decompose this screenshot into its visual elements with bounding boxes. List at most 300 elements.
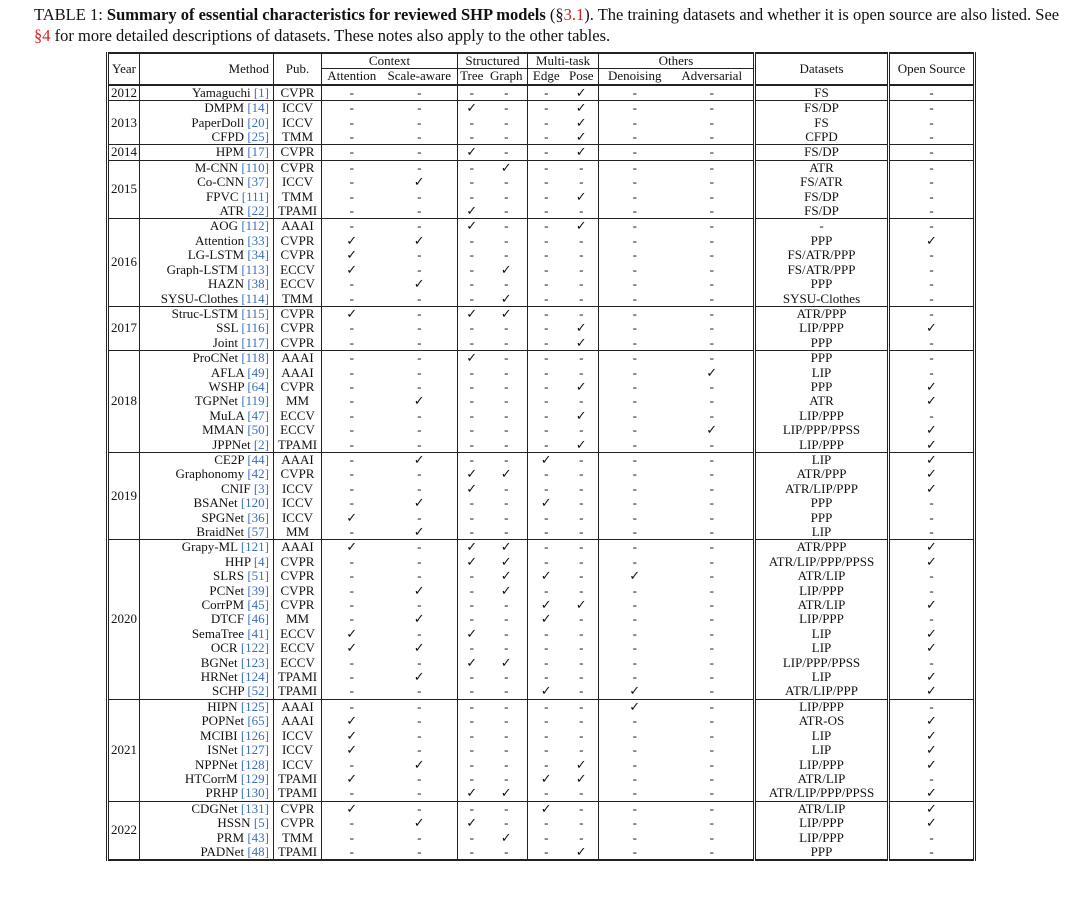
citation-link[interactable]: [41] (247, 625, 269, 641)
scale-aware-cell: - (382, 321, 458, 335)
pose-cell: - (565, 699, 599, 714)
method-cell (140, 482, 274, 496)
datasets-cell: FS (755, 85, 889, 101)
tree-cell: ✓ (466, 203, 478, 219)
datasets-cell: LIP (755, 641, 889, 655)
caption-title: Summary of essential characteristics for reviewed SHP models (106, 5, 546, 24)
table-row (108, 743, 975, 757)
citation-link[interactable]: [50] (247, 422, 269, 438)
method-cell (140, 306, 274, 321)
citation-link[interactable]: [42] (247, 466, 269, 482)
citation-link[interactable]: [116] (241, 320, 269, 336)
pose-cell: - (565, 569, 599, 583)
citation-link[interactable]: [5] (253, 815, 269, 831)
citation-link[interactable]: [64] (247, 378, 269, 394)
table-row (108, 772, 975, 786)
method-name: Graph-LSTM (166, 261, 239, 277)
method-name: SYSU-Clothes (160, 290, 239, 306)
tree-cell: - (469, 276, 474, 292)
attention-cell: - (349, 669, 354, 685)
table-row (108, 394, 975, 408)
citation-link[interactable]: [118] (241, 350, 269, 366)
citation-link[interactable]: [36] (247, 509, 269, 525)
attention-cell: ✓ (346, 261, 358, 277)
denoising-cell: - (599, 160, 671, 175)
header-open-source: Open Source (889, 53, 975, 85)
table-row (108, 684, 975, 699)
open-source-cell: ✓ (889, 482, 975, 496)
citation-link[interactable]: [130] (240, 785, 269, 801)
pub-cell: TPAMI (274, 670, 322, 684)
method-name: WSHP (208, 378, 245, 394)
pose-cell: - (565, 743, 599, 757)
table-row (108, 336, 975, 351)
citation-link[interactable]: [120] (240, 495, 269, 511)
adversarial-cell: - (671, 351, 755, 366)
graph-cell: - (486, 511, 528, 525)
datasets-cell: ATR (755, 160, 889, 175)
datasets-cell: LIP (755, 729, 889, 743)
graph-cell: - (486, 801, 528, 816)
pose-cell: ✓ (565, 380, 599, 394)
method-cell (140, 321, 274, 335)
table-row (108, 130, 975, 145)
tree-cell: - (469, 84, 474, 100)
scale-aware-cell: - (382, 555, 458, 569)
table-row (108, 786, 975, 801)
citation-link[interactable]: [33] (247, 232, 269, 248)
pose-cell: - (565, 452, 599, 467)
table-row (108, 569, 975, 583)
attention-cell: - (349, 290, 354, 306)
pose-cell: - (565, 714, 599, 728)
open-source-cell: - (889, 116, 975, 130)
citation-link[interactable]: [110] (241, 159, 269, 175)
tree-cell: - (469, 422, 474, 438)
scale-aware-cell: ✓ (382, 234, 458, 248)
method-name: Co-CNN (197, 174, 245, 190)
edge-cell: - (544, 553, 549, 569)
attention-cell: - (349, 334, 354, 350)
pose-cell: ✓ (565, 219, 599, 234)
pose-cell: - (565, 366, 599, 380)
datasets-cell: FS/DP (755, 101, 889, 116)
pose-cell: ✓ (565, 336, 599, 351)
method-name: HTCorrM (184, 770, 238, 786)
pose-cell: - (565, 234, 599, 248)
citation-link[interactable]: [117] (241, 334, 269, 350)
graph-cell: - (486, 366, 528, 380)
denoising-cell: - (599, 540, 671, 555)
adversarial-cell: - (671, 714, 755, 728)
method-cell (140, 101, 274, 116)
denoising-cell: - (632, 480, 637, 496)
pose-cell: ✓ (565, 772, 599, 786)
method-cell (140, 85, 274, 101)
table-row (108, 555, 975, 569)
denoising-cell: ✓ (599, 699, 671, 714)
year-cell: 2017 (108, 306, 140, 350)
datasets-cell: ATR/PPP (755, 306, 889, 321)
method-name: ISNet (207, 742, 238, 758)
open-source-cell: ✓ (889, 816, 975, 830)
datasets-cell: ATR/PPP (755, 540, 889, 555)
pose-cell: ✓ (565, 85, 599, 101)
tree-cell: - (469, 640, 474, 656)
datasets-cell: LIP/PPP (755, 816, 889, 830)
citation-link[interactable]: [47] (247, 407, 269, 423)
pose-cell: - (565, 729, 599, 743)
method-name: SLRS (213, 568, 245, 584)
citation-link[interactable]: [34] (247, 247, 269, 263)
adversarial-cell: - (671, 496, 755, 510)
scale-aware-cell: - (382, 145, 458, 160)
table-row (108, 627, 975, 641)
citation-link[interactable]: [111] (241, 188, 269, 204)
denoising-cell: - (632, 129, 637, 145)
citation-link[interactable]: [20] (247, 114, 269, 130)
method-name: HPM (215, 144, 245, 160)
method-name: PaperDoll (191, 114, 245, 130)
method-name: AOG (209, 218, 239, 234)
adversarial-cell: - (671, 292, 755, 307)
method-name: Yamaguchi (191, 84, 251, 100)
pose-cell: - (565, 684, 599, 699)
scale-aware-cell: ✓ (382, 277, 458, 291)
datasets-cell: ATR (755, 394, 889, 408)
table-row (108, 234, 975, 248)
open-source-cell: - (889, 569, 975, 583)
citation-link[interactable]: [121] (240, 539, 269, 555)
citation-link[interactable]: [114] (241, 290, 269, 306)
method-cell (140, 598, 274, 612)
citation-link[interactable]: [65] (247, 713, 269, 729)
attention-cell: - (322, 845, 382, 860)
edge-cell: - (544, 320, 549, 336)
method-cell (140, 248, 274, 262)
citation-link[interactable]: [125] (240, 698, 269, 714)
adversarial-cell: - (671, 130, 755, 145)
header-graph: Graph (486, 69, 528, 85)
scale-aware-cell: - (382, 190, 458, 204)
pub-cell: CVPR (274, 380, 322, 394)
denoising-cell: - (632, 785, 637, 801)
method-name: NPPNet (194, 756, 238, 772)
attention-cell: - (349, 829, 354, 845)
graph-cell: - (486, 423, 528, 437)
pub-cell: ICCV (274, 496, 322, 510)
citation-link[interactable]: [45] (247, 597, 269, 613)
denoising-cell: - (632, 654, 637, 670)
pub-cell: CVPR (274, 321, 322, 335)
attention-cell: ✓ (346, 640, 358, 656)
citation-link[interactable]: [112] (241, 218, 269, 234)
pub-cell: TPAMI (274, 684, 322, 699)
pub-cell: AAAI (274, 714, 322, 728)
pub-cell: ICCV (274, 175, 322, 189)
method-cell (140, 190, 274, 204)
edge-cell: ✓ (528, 801, 565, 816)
open-source-cell: - (889, 584, 975, 598)
method-cell (140, 116, 274, 130)
section-link-4[interactable]: §4 (34, 26, 51, 45)
edge-cell: - (528, 306, 565, 321)
citation-link[interactable]: [39] (247, 582, 269, 598)
open-source-cell: ✓ (889, 758, 975, 772)
datasets-cell: FS/ATR/PPP (755, 248, 889, 262)
scale-aware-cell: - (382, 540, 458, 555)
citation-link[interactable]: [126] (240, 727, 269, 743)
method-name: Joint (212, 334, 239, 350)
citation-link[interactable]: [48] (247, 843, 269, 859)
table-row (108, 160, 975, 175)
citation-link[interactable]: [49] (247, 364, 269, 380)
denoising-cell: - (632, 232, 637, 248)
pose-cell: - (565, 160, 599, 175)
citation-link[interactable]: [38] (247, 276, 269, 292)
pub-cell: TMM (274, 292, 322, 307)
table-row (108, 219, 975, 234)
header-context: Context (322, 53, 458, 69)
method-cell (140, 801, 274, 816)
denoising-cell: - (632, 770, 637, 786)
tree-cell: - (469, 713, 474, 729)
adversarial-cell: - (671, 248, 755, 262)
tree-cell: - (469, 247, 474, 263)
datasets-cell: LIP (755, 743, 889, 757)
pub-cell: AAAI (274, 366, 322, 380)
graph-cell: - (486, 130, 528, 145)
citation-link[interactable]: [44] (247, 451, 269, 467)
denoising-cell: - (632, 466, 637, 482)
attention-cell: - (349, 364, 354, 380)
attention-cell: - (349, 654, 354, 670)
table-row (108, 511, 975, 525)
open-source-cell: - (889, 336, 975, 351)
pose-cell: - (565, 292, 599, 307)
attention-cell: - (349, 524, 354, 539)
pose-cell: ✓ (565, 190, 599, 204)
pub-cell: ICCV (274, 511, 322, 525)
pose-cell: ✓ (565, 145, 599, 160)
graph-cell: - (486, 277, 528, 291)
method-cell (140, 772, 274, 786)
scale-aware-cell: - (382, 511, 458, 525)
citation-link[interactable]: [2] (253, 436, 269, 452)
citation-link[interactable]: [43] (247, 829, 269, 845)
edge-cell: - (544, 815, 549, 831)
table-row (108, 145, 975, 160)
table-row (108, 248, 975, 262)
tree-cell: - (458, 801, 486, 816)
edge-cell: - (544, 114, 549, 130)
open-source-cell: - (889, 656, 975, 670)
citation-link[interactable]: [25] (247, 129, 269, 145)
adversarial-cell: - (671, 306, 755, 321)
tree-cell: - (469, 683, 474, 699)
adversarial-cell: - (671, 758, 755, 772)
tree-cell: - (469, 742, 474, 758)
tree-cell: - (458, 699, 486, 714)
citation-link[interactable]: [122] (240, 640, 269, 656)
denoising-cell: - (632, 261, 637, 277)
citation-link[interactable]: [113] (241, 261, 269, 277)
method-name: DMPM (204, 100, 245, 116)
citation-link[interactable]: [22] (247, 203, 269, 219)
denoising-cell: - (599, 452, 671, 467)
open-source-cell: - (889, 366, 975, 380)
citation-link[interactable]: [37] (247, 174, 269, 190)
scale-aware-cell: - (382, 801, 458, 816)
method-cell (140, 525, 274, 540)
edge-cell: - (544, 480, 549, 496)
edge-cell: - (544, 188, 549, 204)
pose-cell: - (565, 423, 599, 437)
citation-link[interactable]: [128] (240, 756, 269, 772)
pub-cell: CVPR (274, 234, 322, 248)
adversarial-cell: - (671, 525, 755, 540)
attention-cell: - (349, 84, 354, 100)
datasets-cell: ATR-OS (755, 714, 889, 728)
datasets-cell: ATR/LIP/PPP (755, 684, 889, 699)
open-source-cell: - (889, 772, 975, 786)
pose-cell: - (565, 277, 599, 291)
attention-cell: - (322, 452, 382, 467)
datasets-cell: PPP (755, 380, 889, 394)
graph-cell: - (486, 845, 528, 860)
method-name: CDGNet (191, 800, 238, 816)
caption-text-2: for more detailed descriptions of datasets. These notes also apply to the other tables. (50, 26, 611, 45)
pub-cell: CVPR (274, 467, 322, 481)
scale-aware-cell: - (382, 423, 458, 437)
citation-link[interactable]: [52] (247, 683, 269, 699)
graph-cell: - (486, 729, 528, 743)
citation-link[interactable]: [123] (240, 654, 269, 670)
pub-cell: CVPR (274, 85, 322, 101)
pub-cell: TMM (274, 831, 322, 845)
table-row (108, 758, 975, 772)
edge-cell: - (528, 101, 565, 116)
scale-aware-cell: - (382, 699, 458, 714)
pub-cell: CVPR (274, 555, 322, 569)
citation-link[interactable]: [17] (247, 144, 269, 160)
graph-cell: ✓ (486, 160, 528, 175)
header-datasets: Datasets (755, 53, 889, 85)
citation-link[interactable]: [14] (247, 100, 269, 116)
open-source-cell: - (889, 85, 975, 101)
attention-cell: - (349, 466, 354, 482)
denoising-cell: - (632, 364, 637, 380)
citation-link[interactable]: [1] (253, 84, 269, 100)
denoising-cell: - (632, 495, 637, 511)
scale-aware-cell: - (382, 569, 458, 583)
tree-cell: - (469, 727, 474, 743)
graph-cell: ✓ (486, 786, 528, 801)
table-row (108, 101, 975, 116)
attention-cell: - (349, 174, 354, 190)
graph-cell: - (486, 482, 528, 496)
denoising-cell: - (632, 84, 637, 100)
denoising-cell: - (632, 611, 637, 627)
table-row (108, 423, 975, 437)
denoising-cell: - (632, 640, 637, 656)
edge-cell: - (544, 654, 549, 670)
citation-link[interactable]: [4] (253, 553, 269, 569)
method-cell (140, 467, 274, 481)
table-row (108, 699, 975, 714)
attention-cell: - (349, 495, 354, 511)
pose-cell: ✓ (565, 598, 599, 612)
tree-cell: - (469, 364, 474, 380)
datasets-cell: LIP/PPP/PPSS (755, 423, 889, 437)
scale-aware-cell: ✓ (382, 758, 458, 772)
edge-cell: - (544, 524, 549, 539)
citation-link[interactable]: [51] (247, 568, 269, 584)
citation-link[interactable]: [129] (240, 770, 269, 786)
adversarial-cell: - (671, 234, 755, 248)
citation-link[interactable]: [115] (241, 305, 269, 321)
citation-link[interactable]: [131] (240, 800, 269, 816)
citation-link[interactable]: [3] (253, 480, 269, 496)
scale-aware-cell: - (382, 248, 458, 262)
scale-aware-cell: - (382, 101, 458, 116)
tree-cell: - (458, 160, 486, 175)
graph-cell: - (486, 612, 528, 626)
denoising-cell: - (632, 625, 637, 641)
pose-cell: - (565, 511, 599, 525)
citation-link[interactable]: [127] (240, 742, 269, 758)
section-link-3-1[interactable]: 3.1 (563, 5, 585, 24)
graph-cell: - (486, 452, 528, 467)
adversarial-cell: - (671, 612, 755, 626)
attention-cell: - (349, 393, 354, 409)
citation-link[interactable]: [46] (247, 611, 269, 627)
attention-cell: - (322, 351, 382, 366)
adversarial-cell: - (671, 772, 755, 786)
open-source-cell: - (889, 511, 975, 525)
graph-cell: - (486, 336, 528, 351)
method-name: HAZN (207, 276, 245, 292)
graph-cell: - (486, 758, 528, 772)
scale-aware-cell: - (382, 714, 458, 728)
citation-link[interactable]: [57] (247, 524, 269, 539)
graph-cell: - (486, 684, 528, 699)
edge-cell: - (544, 232, 549, 248)
open-source-cell: ✓ (889, 714, 975, 728)
pose-cell: ✓ (565, 758, 599, 772)
datasets-cell: ATR/LIP/PPP/PPSS (755, 786, 889, 801)
open-source-cell: - (889, 145, 975, 160)
denoising-cell: - (632, 829, 637, 845)
adversarial-cell: - (671, 670, 755, 684)
citation-link[interactable]: [119] (241, 393, 269, 409)
open-source-cell: ✓ (889, 438, 975, 453)
datasets-cell: ATR/LIP (755, 801, 889, 816)
pose-cell: - (565, 627, 599, 641)
tree-cell: - (469, 509, 474, 525)
adversarial-cell: - (671, 394, 755, 408)
citation-link[interactable]: [124] (240, 669, 269, 685)
table-row (108, 496, 975, 510)
method-name: OCR (210, 640, 238, 656)
pose-cell: - (565, 204, 599, 219)
method-name: SPGNet (201, 509, 245, 525)
adversarial-cell: - (671, 336, 755, 351)
adversarial-cell: - (671, 482, 755, 496)
adversarial-cell: - (671, 145, 755, 160)
scale-aware-cell: - (382, 598, 458, 612)
edge-cell: - (544, 509, 549, 525)
